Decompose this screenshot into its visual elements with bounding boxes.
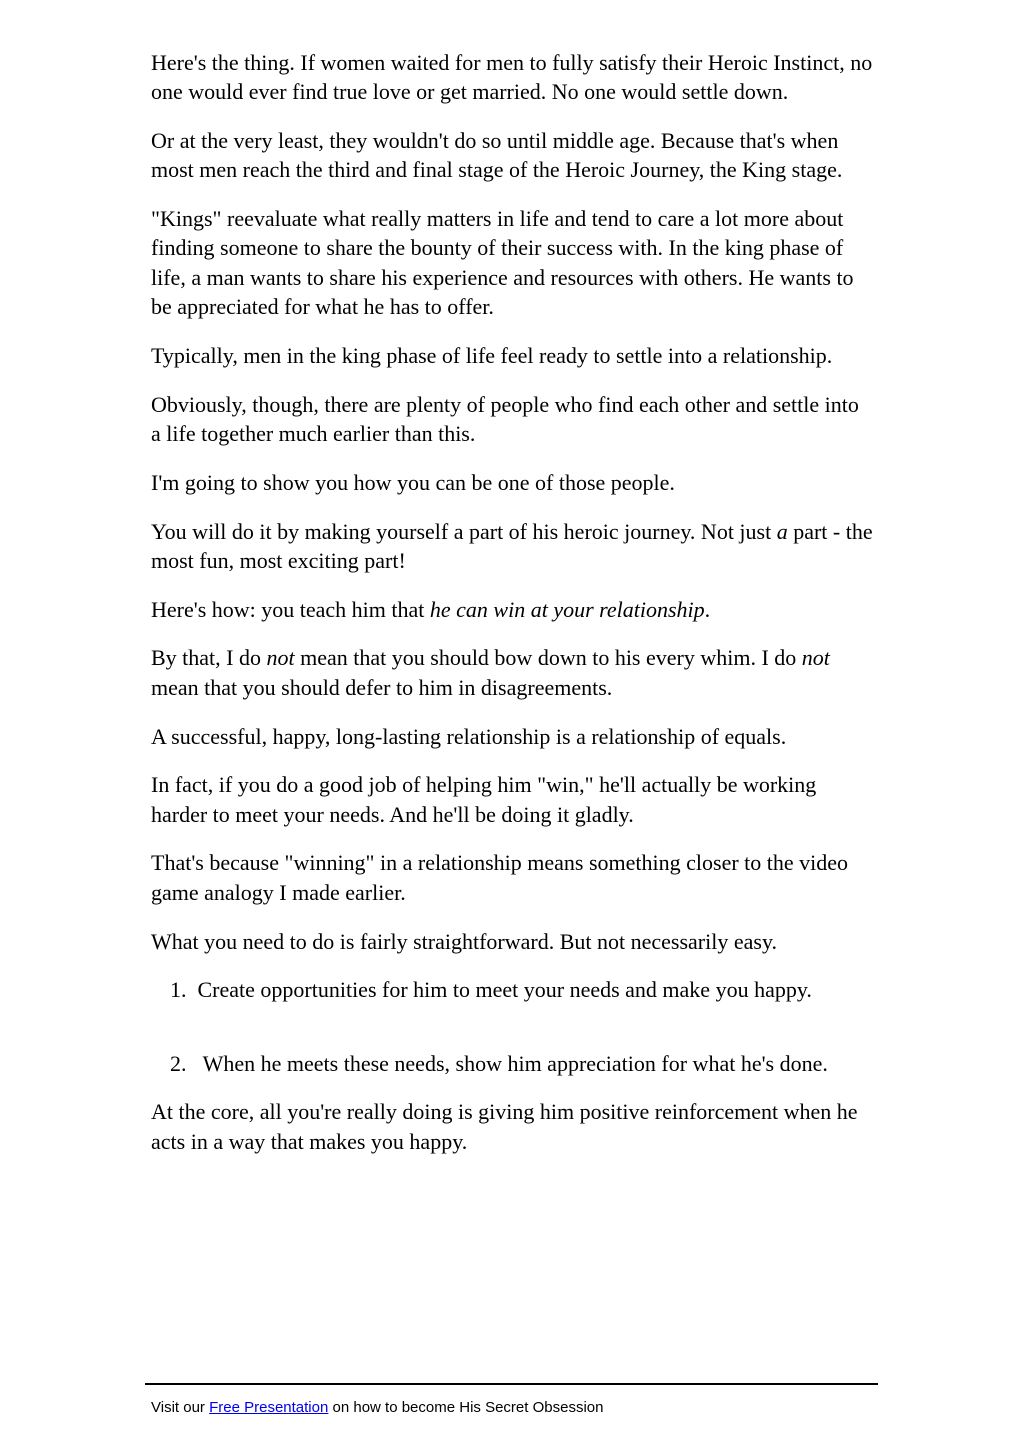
paragraph: That's because "winning" in a relationship means something closer to the video game analogy I made earlier.: [151, 850, 849, 905]
paragraph-text: You will do it by making yourself a part of his heroic journey. Not just: [151, 518, 777, 544]
paragraph-text: By that, I do: [151, 645, 267, 671]
emphasis-text: he can win at your relationship: [429, 596, 705, 622]
paragraph-text: part - the most fun, most exciting part!: [151, 518, 873, 573]
paragraph-text: .: [704, 596, 711, 622]
paragraph: Or at the very least, they wouldn't do so until middle age. Because that's when most men reach the third and final stage of the Heroic Journey, the King stage.: [151, 128, 843, 183]
paragraph: [151, 643, 873, 702]
footer: [151, 1399, 603, 1417]
paragraph: Obviously, though, there are plenty of people who find each other and settle into a life together much earlier than this.: [151, 391, 859, 446]
paragraph-text: Here's how: you teach him that: [151, 596, 430, 622]
emphasis-text: not: [266, 645, 295, 671]
emphasis-text: not: [801, 645, 830, 671]
paragraph-text: mean that you should defer to him in disagreements.: [151, 674, 613, 700]
list-item-text: When he meets these needs, show him appreciation for what he's done.: [197, 1050, 828, 1076]
list-item: [151, 975, 873, 1004]
emphasis-text: a: [776, 518, 788, 544]
paragraph: A successful, happy, long-lasting relationship is a relationship of equals.: [151, 723, 787, 749]
paragraph: Here's the thing. If women waited for men to fully satisfy their Heroic Instinct, no one would ever find true love or get married. No one would settle down.: [151, 50, 873, 105]
paragraph: I'm going to show you how you can be one of those people.: [151, 469, 675, 495]
free-presentation-link[interactable]: Free Presentation: [209, 1399, 329, 1416]
paragraph: "Kings" reevaluate what really matters in life and tend to care a lot more about finding someone to share the bounty of their success with. In the king phase of life, a man wants to share his experience and resources with others. He wants to be appreciated for what he has to offer.: [151, 206, 854, 320]
footer-suffix-text: on how to become His Secret Obsession: [328, 1399, 604, 1416]
paragraph: At the core, all you're really doing is giving him positive reinforcement when he acts in a way that makes you happy.: [151, 1099, 858, 1154]
list-item-text: Create opportunities for him to meet your needs and make you happy.: [197, 977, 812, 1003]
paragraph: [151, 595, 873, 624]
paragraph: What you need to do is fairly straightforward. But not necessarily easy.: [151, 928, 778, 954]
footer-prefix-text: Visit our: [151, 1399, 210, 1416]
document-body: [151, 48, 873, 1176]
list-number: 1.: [170, 977, 187, 1003]
paragraph: [151, 517, 873, 576]
paragraph-text: mean that you should bow down to his every whim. I do: [294, 645, 802, 671]
paragraph: Typically, men in the king phase of life feel ready to settle into a relationship.: [151, 342, 833, 368]
list-item: [151, 1049, 873, 1078]
footer-divider: [145, 1383, 878, 1385]
list-number: 2.: [170, 1050, 187, 1076]
paragraph: In fact, if you do a good job of helping him "win," he'll actually be working harder to meet your needs. And he'll be doing it gladly.: [151, 772, 817, 827]
